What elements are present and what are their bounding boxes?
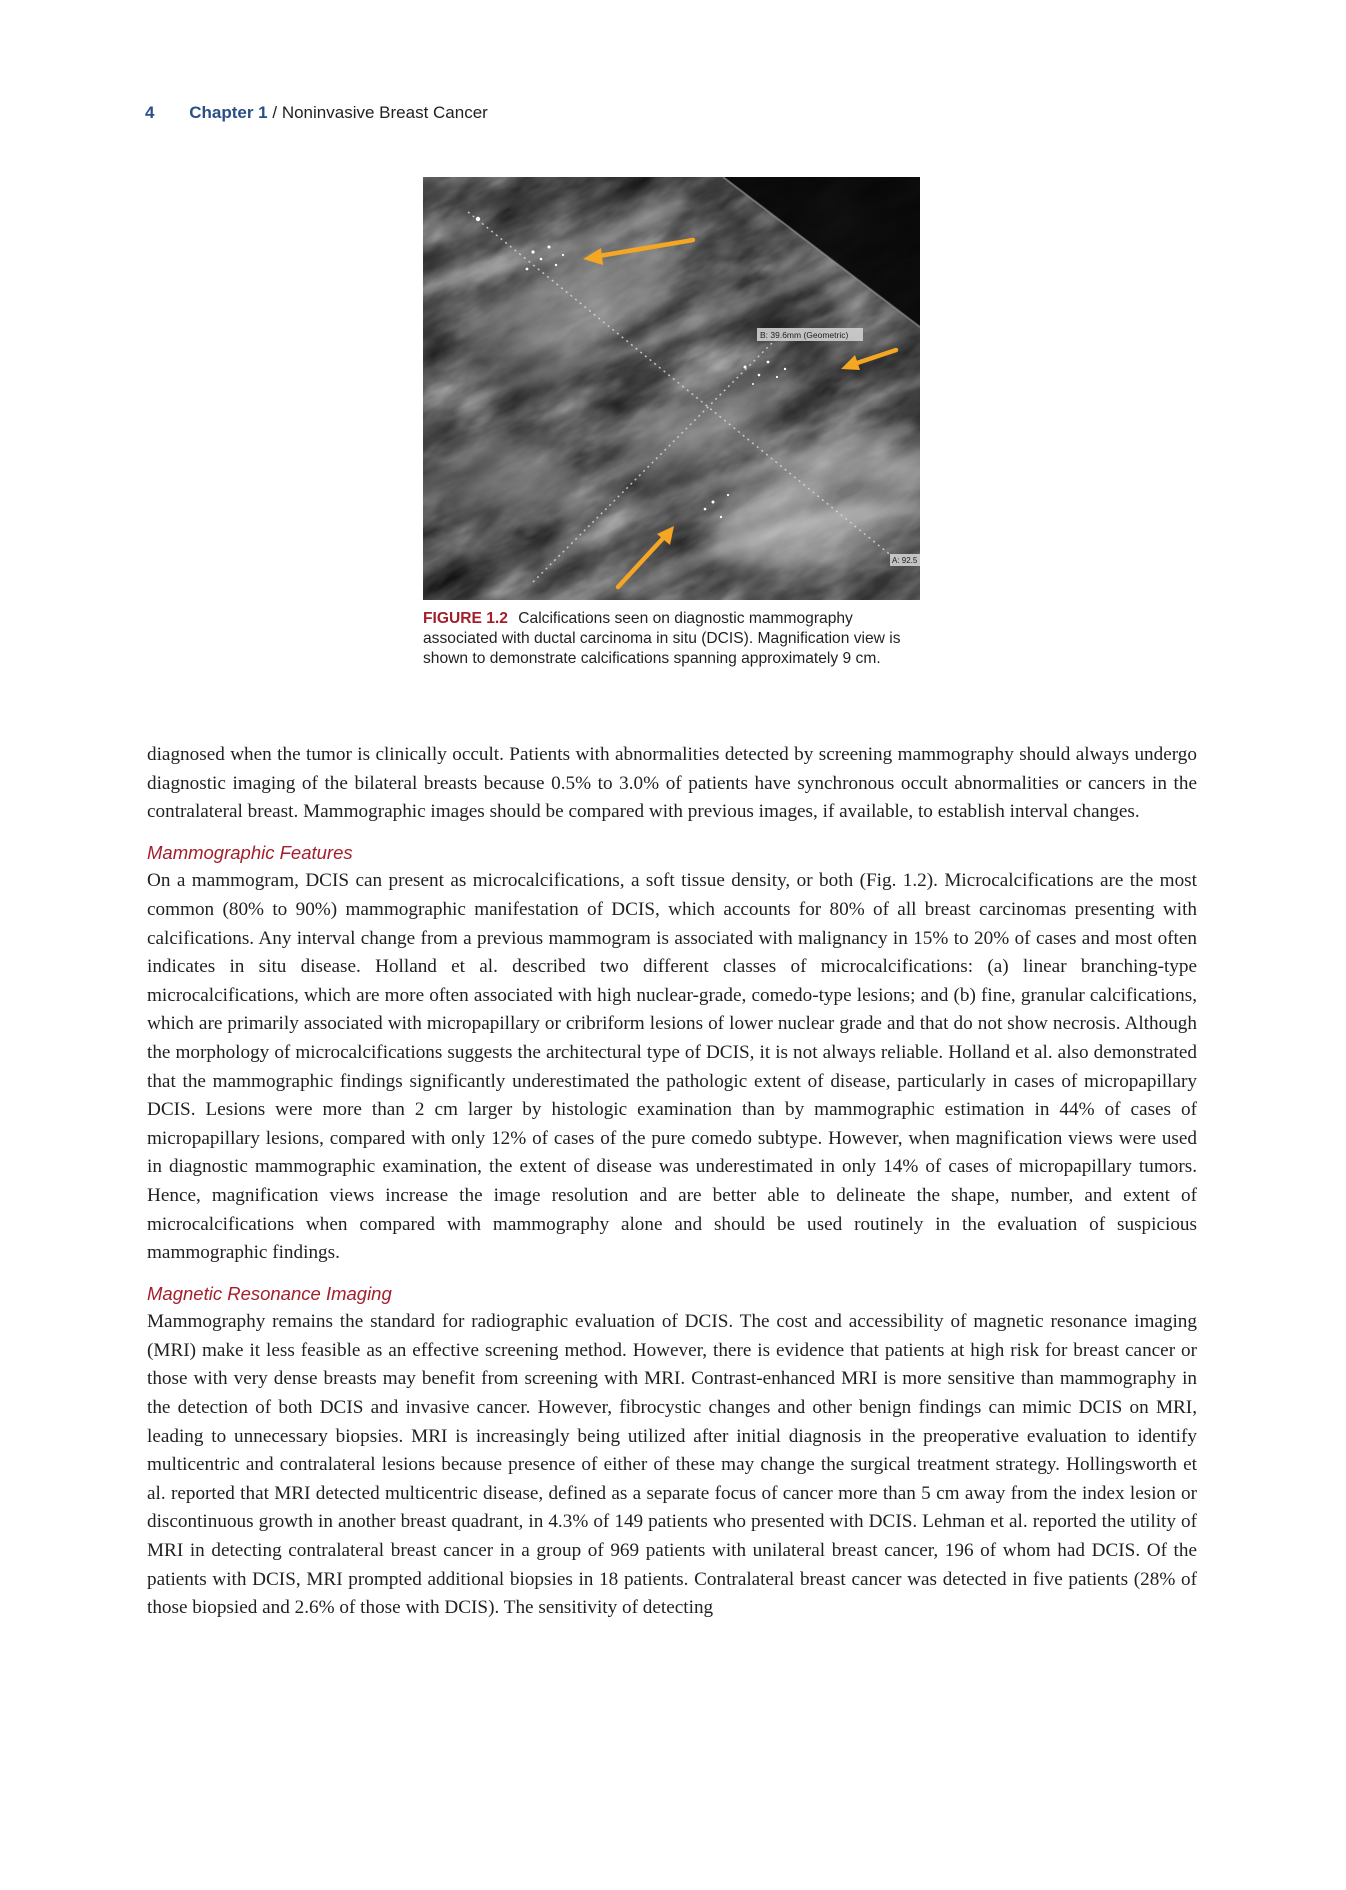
section-heading-mri: Magnetic Resonance Imaging: [147, 1282, 392, 1304]
header-separator: /: [272, 103, 278, 122]
measurement-label-a: A: 92.5: [892, 556, 918, 565]
figure-label: FIGURE 1.2: [423, 610, 508, 627]
mammogram-image: [423, 177, 920, 600]
chapter-title: Noninvasive Breast Cancer: [281, 103, 488, 122]
intro-paragraph: diagnosed when the tumor is clinically occult. Patients with abnormalities detected by screening mammography should always undergo diagnostic imaging of the bilateral breasts because 0.5% to 3.0% of patients have synchronous occult abnormalities or cancers in the contralateral breast. Mammographic images should be compared with previous images, if available, to establish interval changes.: [147, 744, 1197, 823]
figure-caption-text: Calcifications seen on diagnostic mammography associated with ductal carcinoma in situ (DCIS). Magnification view is shown to demonstrate calcifications spanning approximately 9 cm.: [423, 610, 901, 667]
mri-paragraph: Mammography remains the standard for radiographic evaluation of DCIS. The cost and accessibility of magnetic resonance imaging (MRI) make it less feasible as an effective screening method. However, there is evidence that patients at high risk for breast cancer or those with very dense breasts may benefit from screening with MRI. Contrast-enhanced MRI is more sensitive than mammography in the detection of both DCIS and invasive cancer. However, fibrocystic changes and other benign findings can mimic DCIS on MRI, leading to unnecessary biopsies. MRI is increasingly being utilized after initial diagnosis in the preoperative evaluation to identify multicentric and contralateral lesions because presence of either of these may change the surgical treatment strategy. Hollingsworth et al. reported that MRI detected multicentric disease, defined as a separate focus of cancer more than 5 cm away from the index lesion or discontinuous growth in another breast quadrant, in 4.3% of 149 patients who presented with DCIS. Lehman et al. reported the utility of MRI in detecting contralateral breast cancer in a group of 969 patients with unilateral breast cancer, 196 of whom had DCIS. Of the patients with DCIS, MRI prompted additional biopsies in 18 patients. Contralateral breast cancer was detected in five patients (28% of those biopsied and 2.6% of those with DCIS). The sensitivity of detecting: [147, 1311, 1197, 1619]
running-header: [145, 103, 488, 123]
section-heading-mammographic-features: Mammographic Features: [147, 841, 353, 863]
page-number: 4: [145, 103, 155, 122]
mammographic-features-paragraph: On a mammogram, DCIS can present as microcalcifications, a soft tissue density, or both (Fig. 1.2). Microcalcifications are the most common (80% to 90%) mammographic manifestation of DCIS, which accounts for 80% of all breast carcinomas presenting with calcifications. Any interval change from a previous mammogram is associated with malignancy in 15% to 20% of cases and most often indicates in situ disease. Holland et al. described two different classes of microcalcifications: (a) linear branching-type microcalcifications, which are more often associated with high nuclear-grade, comedo-type lesions; and (b) fine, granular calcifications, which are primarily associated with micropapillary or cribriform lesions of lower nuclear grade and that do not show necrosis. Although the morphology of microcalcifications suggests the architectural type of DCIS, it is not always reliable. Holland et al. also demonstrated that the mammographic findings significantly underestimated the pathologic extent of disease, particularly in cases of micropapillary DCIS. Lesions were more than 2 cm larger by histologic examination than by mammographic estimation in 44% of cases of micropapillary lesions, compared with only 12% of cases of the pure comedo subtype. However, when magnification views were used in diagnostic mammographic examination, the extent of disease was underestimated in only 14% of cases of micropapillary tumors. Hence, magnification views increase the image resolution and are better able to delineate the shape, number, and extent of microcalcifications when compared with mammography alone and should be used routinely in the evaluation of suspicious mammographic findings.: [147, 870, 1197, 1264]
body-text: [147, 741, 1197, 1623]
chapter-label: Chapter 1: [189, 103, 268, 122]
figure-caption: [423, 609, 928, 669]
measurement-label-b: B: 39.6mm (Geometric): [760, 330, 849, 340]
